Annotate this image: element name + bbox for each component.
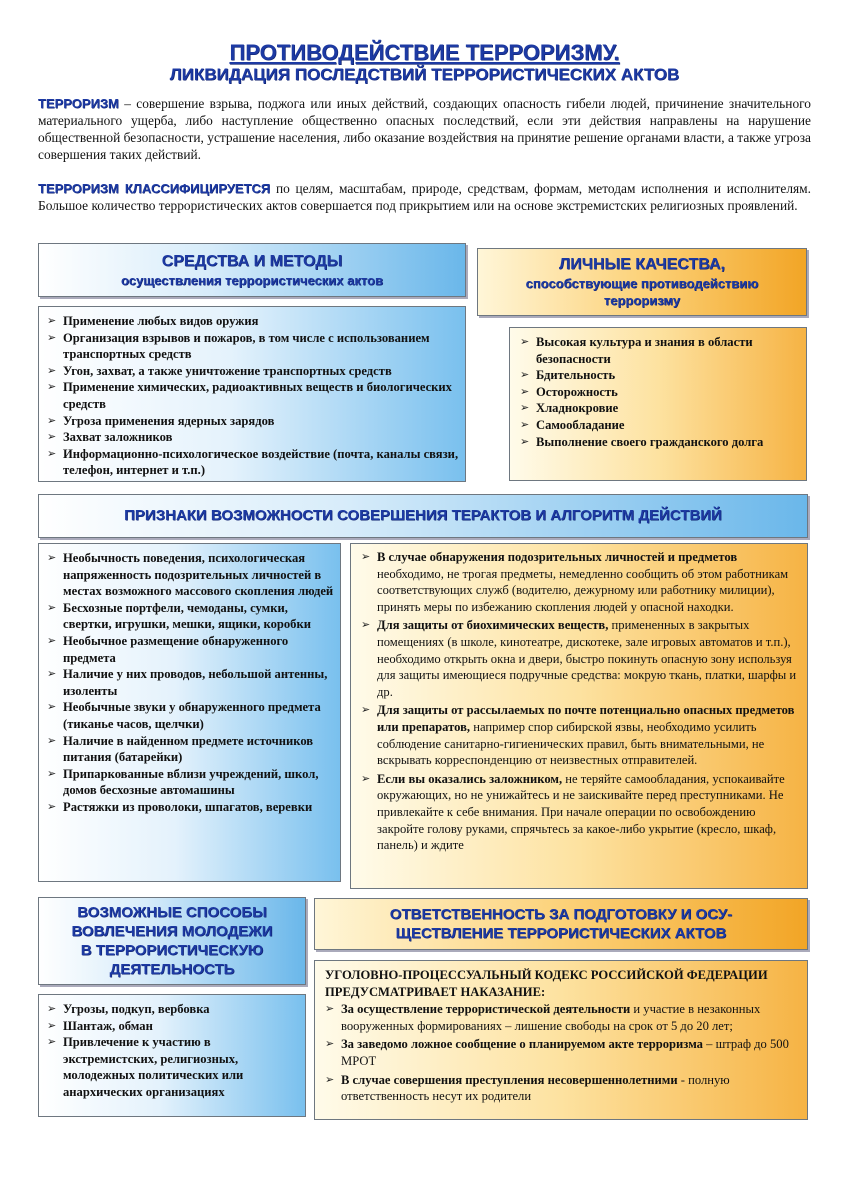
page-subtitle: ЛИКВИДАЦИЯ ПОСЛЕДСТВИЙ ТЕРРОРИСТИЧЕСКИХ АКТОВ xyxy=(169,65,680,84)
list-item-text: Припаркованные вблизи учреждений, школ, домов бесхозные автомашины xyxy=(63,766,319,798)
bullet-arrow-icon: ➢ xyxy=(47,363,57,377)
list-item xyxy=(47,429,459,446)
list-item xyxy=(47,799,334,816)
youth-header-line2: ВОВЛЕЧЕНИЯ МОЛОДЕЖИ xyxy=(71,923,273,940)
actions-list-box xyxy=(350,543,808,889)
bullet-arrow-icon: ➢ xyxy=(47,314,57,327)
list-item xyxy=(47,313,459,330)
bullet-arrow-icon: ➢ xyxy=(47,1035,57,1049)
list-item-text: Осторожность xyxy=(536,384,618,399)
responsibility-header-line1: ОТВЕТСТВЕННОСТЬ ЗА ПОДГОТОВКУ И ОСУ- xyxy=(389,906,733,923)
classification-term: ТЕРРОРИЗМ КЛАССИФИЦИРУЕТСЯ xyxy=(38,181,271,196)
list-item-text: Необычность поведения, психологическая напряженность подозрительных личностей в местах возможного массового скопления людей xyxy=(63,551,334,599)
youth-header-line4: ДЕЯТЕЛЬНОСТЬ xyxy=(109,961,235,978)
list-item-lead: За заведомо ложное сообщение о планируемом акте терроризма xyxy=(341,1037,703,1052)
list-item xyxy=(47,330,459,363)
qualities-list-box xyxy=(509,327,807,481)
list-item xyxy=(520,334,800,367)
responsibility-box xyxy=(314,960,808,1120)
list-item xyxy=(47,1018,299,1035)
signs-header-title: ПРИЗНАКИ ВОЗМОЖНОСТИ СОВЕРШЕНИЯ ТЕРАКТОВ И АЛГОРИТМ ДЕЙСТВИЙ xyxy=(124,507,722,524)
list-item-lead: В случае совершения преступления несовершеннолетними xyxy=(341,1072,678,1087)
list-item xyxy=(325,1072,799,1105)
list-item xyxy=(520,384,800,401)
list-item xyxy=(361,771,799,854)
signs-header xyxy=(38,494,808,538)
list-item xyxy=(47,699,334,732)
qualities-header xyxy=(477,248,807,316)
list-item xyxy=(361,617,799,700)
list-item-text: Выполнение своего гражданского долга xyxy=(536,434,764,449)
bullet-arrow-icon: ➢ xyxy=(47,766,57,780)
classification-text: по целям, масштабам, природе, средствам, формам, методам исполнения и исполнителям. Большое количество террористических актов совершается под прикрытием или на основе экстремистских религиозных проявлений. xyxy=(38,181,811,213)
list-item xyxy=(325,1001,799,1034)
actions-list xyxy=(361,549,799,854)
list-item-lead: В случае обнаружения подозрительных личностей и предметов xyxy=(377,550,738,564)
means-header-subtitle: осуществления террористических актов xyxy=(120,272,383,288)
list-item-text: Привлечение к участию в экстремистских, религиозных, молодежных политических или анархических организациях xyxy=(63,1035,244,1099)
list-item xyxy=(520,417,800,434)
bullet-arrow-icon: ➢ xyxy=(520,368,530,382)
bullet-arrow-icon: ➢ xyxy=(47,330,57,344)
list-item-text: Необычные звуки у обнаруженного предмета (тиканье часов, щелчки) xyxy=(63,700,321,731)
list-item-text: Угрозы, подкуп, вербовка xyxy=(63,1002,210,1016)
bullet-arrow-icon: ➢ xyxy=(47,733,57,747)
list-item-lead: Для защиты от биохимических веществ, xyxy=(377,618,609,633)
bullet-arrow-icon: ➢ xyxy=(520,384,530,398)
youth-list xyxy=(47,1001,299,1101)
bullet-arrow-icon: ➢ xyxy=(47,551,57,564)
list-item xyxy=(47,550,334,600)
list-item-text: Применение любых видов оружия xyxy=(63,314,259,328)
bullet-arrow-icon: ➢ xyxy=(520,401,530,415)
bullet-arrow-icon: ➢ xyxy=(325,1002,335,1016)
list-item xyxy=(47,633,334,666)
list-item-text: Шантаж, обман xyxy=(63,1018,153,1033)
youth-header xyxy=(38,897,306,985)
page-title: ПРОТИВОДЕЙСТВИЕ ТЕРРОРИЗМУ. xyxy=(229,40,620,65)
list-item-text: и участие в незаконных вооруженных формированиях – лишение свободы на срок от 5 до 20 лет; xyxy=(341,1002,761,1033)
bullet-arrow-icon: ➢ xyxy=(47,700,57,714)
signs-list-box xyxy=(38,543,341,882)
list-item-text: Информационно-психологическое воздействие (почта, каналы связи, телефон, интернет и т.п.) xyxy=(63,446,459,478)
terrorism-term: ТЕРРОРИЗМ xyxy=(38,96,119,111)
list-item-text: - полную ответственность несут их родители xyxy=(341,1072,730,1104)
list-item-text: Угроза применения ядерных зарядов xyxy=(63,413,275,428)
list-item-text: примененных в закрытых помещениях (в школе, кинотеатре, дискотеке, зале игровых автоматов и т.п.), необходимо открыть окна и двери, быстро покинуть опасную зону используя для защиты имеющиеся подручные средства: мокрую ткань, платки, шарфы и др. xyxy=(377,618,797,699)
bullet-arrow-icon: ➢ xyxy=(361,618,371,632)
list-item-lead: За осуществление террористической деятельности xyxy=(341,1002,631,1017)
terrorism-classification xyxy=(38,180,811,214)
list-item xyxy=(325,1036,799,1069)
qualities-list xyxy=(520,334,800,450)
list-item xyxy=(47,363,459,380)
list-item xyxy=(47,413,459,430)
youth-header-line1: ВОЗМОЖНЫЕ СПОСОБЫ xyxy=(77,904,267,921)
list-item-text: Хладнокровие xyxy=(536,401,619,416)
list-item xyxy=(361,549,799,615)
list-item xyxy=(520,367,800,384)
bullet-arrow-icon: ➢ xyxy=(47,446,57,460)
bullet-arrow-icon: ➢ xyxy=(325,1072,335,1086)
youth-list-box xyxy=(38,994,306,1117)
means-header-title: СРЕДСТВА И МЕТОДЫ xyxy=(161,252,343,270)
responsibility-list xyxy=(325,1001,799,1105)
list-item xyxy=(47,600,334,633)
terrorism-definition-text: – совершение взрыва, поджога или иных действий, создающих опасность гибели людей, причинение значительного материального ущерба, либо наступление общественно опасных последствий, если эти действия направлены на нарушение общественной безопасности, устрашение населения, либо оказание воздействия на принятие решение органами власти, а также угроза совершения таких действий. xyxy=(38,96,811,162)
qualities-header-subtitle: способствующие противодействию xyxy=(525,276,759,291)
list-item-text: необходимо, не трогая предметы, немедленно сообщить об этом работникам соответствующих служб (водителю, дежурному или работнику милиции), принять меры по избежанию скопления людей у опасной находки. xyxy=(377,566,789,614)
list-item-text: Организация взрывов и пожаров, в том числе с использованием транспортных средств xyxy=(63,330,430,362)
bullet-arrow-icon: ➢ xyxy=(520,417,530,431)
bullet-arrow-icon: ➢ xyxy=(47,600,57,614)
list-item xyxy=(520,434,800,451)
list-item-text: Растяжки из проволоки, шпагатов, веревки xyxy=(63,799,313,814)
means-list xyxy=(47,313,459,479)
list-item-text: не теряйте самообладания, успокаивайте окружающих, но не унижайтесь и не заискивайте перед преступниками. Не привлекайте к себе внимания. При начале операции по освобождению закройте голову руками, спрячьтесь за какое-либо укрытие (кресло, шкаф, панель) и ждите xyxy=(377,771,785,853)
means-list-box xyxy=(38,306,466,482)
terrorism-definition xyxy=(38,95,811,163)
list-item xyxy=(47,446,459,479)
bullet-arrow-icon: ➢ xyxy=(361,550,371,563)
bullet-arrow-icon: ➢ xyxy=(520,335,530,348)
bullet-arrow-icon: ➢ xyxy=(325,1037,335,1051)
list-item xyxy=(47,379,459,412)
list-item-lead: Для защиты от рассылаемых по почте потенциально опасных предметов или препаратов, xyxy=(377,703,795,734)
signs-list xyxy=(47,550,334,816)
list-item-text: Бесхозные портфели, чемоданы, сумки, свертки, игрушки, мешки, ящики, коробки xyxy=(63,600,311,632)
list-item-text: Угон, захват, а также уничтожение транспортных средств xyxy=(63,363,392,378)
bullet-arrow-icon: ➢ xyxy=(47,380,57,394)
list-item xyxy=(47,766,334,799)
qualities-header-subtitle-2: терроризму xyxy=(603,293,681,308)
bullet-arrow-icon: ➢ xyxy=(47,1002,57,1015)
list-item-text: Высокая культура и знания в области безопасности xyxy=(536,335,753,366)
list-item-text: Применение химических, радиоактивных веществ и биологических средств xyxy=(63,380,452,411)
list-item-text: – штраф до 500 МРОТ xyxy=(341,1037,789,1068)
criminal-code-caption: УГОЛОВНО-ПРОЦЕССУАЛЬНЫЙ КОДЕКС РОССИЙСКОЙ ФЕДЕРАЦИИ ПРЕДУСМАТРИВАЕТ НАКАЗАНИЕ: xyxy=(325,968,768,999)
list-item xyxy=(47,666,334,699)
list-item xyxy=(47,1034,299,1100)
list-item-text: Бдительность xyxy=(536,368,616,383)
bullet-arrow-icon: ➢ xyxy=(520,434,530,448)
list-item-text: Самообладание xyxy=(536,417,625,432)
means-header xyxy=(38,243,466,297)
bullet-arrow-icon: ➢ xyxy=(361,703,371,717)
responsibility-header xyxy=(314,898,808,950)
list-item-text: Захват заложников xyxy=(63,430,173,445)
list-item xyxy=(47,733,334,766)
list-item-text: Необычное размещение обнаруженного предмета xyxy=(63,633,289,665)
qualities-header-title: ЛИЧНЫЕ КАЧЕСТВА, xyxy=(558,256,725,273)
responsibility-header-line2: ЩЕСТВЛЕНИЕ ТЕРРОРИСТИЧЕСКИХ АКТОВ xyxy=(395,925,727,942)
list-item xyxy=(361,702,799,768)
bullet-arrow-icon: ➢ xyxy=(47,430,57,444)
bullet-arrow-icon: ➢ xyxy=(47,799,57,813)
list-item xyxy=(47,1001,299,1018)
list-item xyxy=(520,400,800,417)
bullet-arrow-icon: ➢ xyxy=(361,771,371,785)
list-item-text: Наличие у них проводов, небольшой антенны, изоленты xyxy=(63,667,328,698)
bullet-arrow-icon: ➢ xyxy=(47,667,57,681)
bullet-arrow-icon: ➢ xyxy=(47,413,57,427)
list-item-text: Наличие в найденном предмете источников питания (батарейки) xyxy=(63,733,314,765)
youth-header-line3: В ТЕРРОРИСТИЧЕСКУЮ xyxy=(80,942,264,959)
list-item-text: например спор сибирской язвы, необходимо усилить соблюдение санитарно-гигиенических правил, быть внимательными, не вскрывать корреспонденцию от неизвестных отправителей. xyxy=(377,719,765,768)
bullet-arrow-icon: ➢ xyxy=(47,1018,57,1032)
list-item-lead: Если вы оказались заложником, xyxy=(377,771,563,786)
bullet-arrow-icon: ➢ xyxy=(47,633,57,647)
